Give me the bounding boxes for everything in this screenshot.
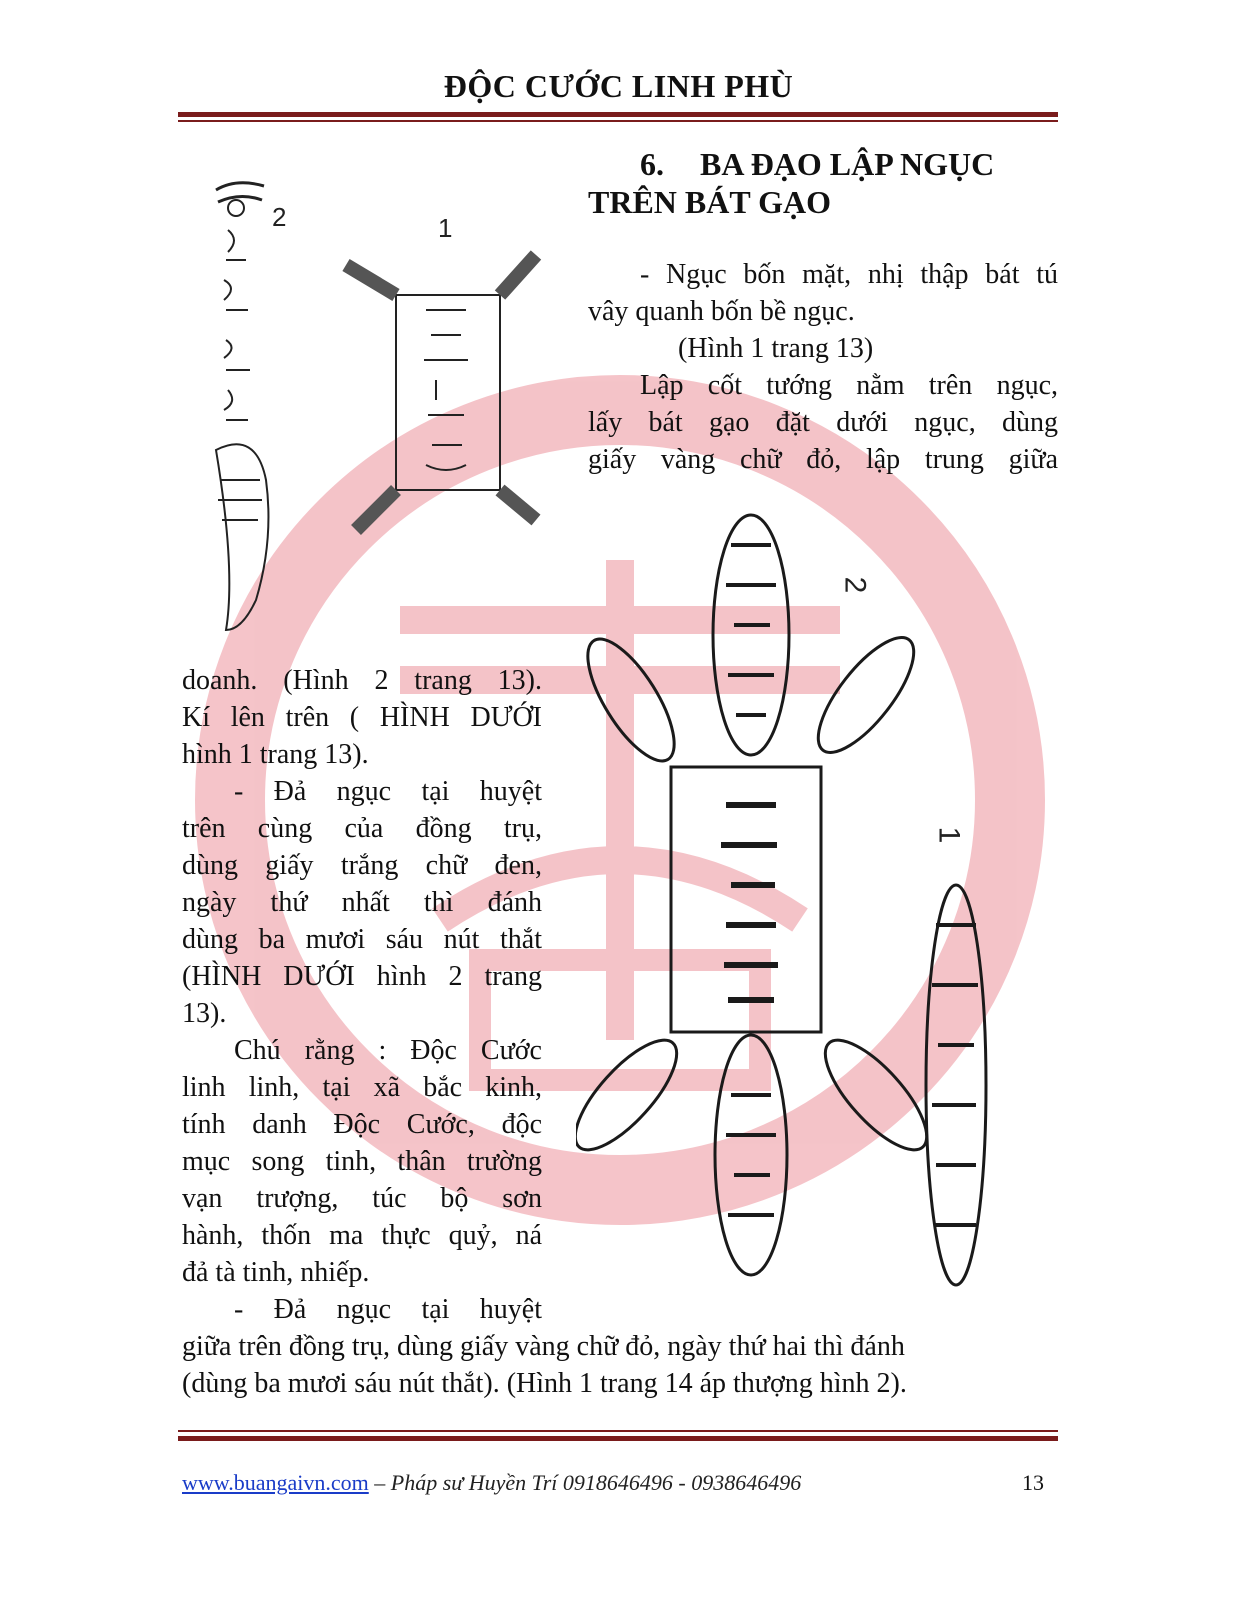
document-header-title: ĐỘC CƯỚC LINH PHÙ bbox=[443, 68, 794, 104]
footer-divider-thin bbox=[178, 1430, 1058, 1432]
header-divider-thin bbox=[178, 120, 1058, 122]
body-left-column: doanh. (Hình 2 trang 13). Kí lên trên ( HÌNH DƯỚI hình 1 trang 13). - Đả ngục tại huyệt trên cùng của đồng trụ, dùng giấy trắng chữ đen, ngày thứ nhất thì đánh dùng ba mươi sáu nút thắt (HÌNH DƯỚI hình 2 trang 13). Chú rằng : Độc Cước linh linh, tại xã bắc kinh, tính danh Độc Cước, độc mục song tinh, thân trường vạn trượng, túc bộ sơn hành, thốn ma thực quỷ, ná đả tà tinh, nhiếp. - Đả ngục tại huyệt bbox=[182, 665, 542, 1325]
figure-label-2-large: 2 bbox=[838, 576, 872, 594]
section-title-line2: TRÊN BÁT GẠO bbox=[588, 184, 832, 220]
header-divider bbox=[178, 112, 1058, 117]
footer-contact: – Pháp sư Huyền Trí 0918646496 - 0938646496 bbox=[374, 1470, 802, 1495]
figure-label-1-large: 1 bbox=[932, 826, 966, 844]
section-heading bbox=[588, 145, 1058, 221]
talisman-figure-small bbox=[196, 160, 556, 660]
intro-paragraph: - Ngục bốn mặt, nhị thập bát tú vây quanh bốn bề ngục. (Hình 1 trang 13) Lập cốt tướng nằm trên ngục, lấy bát gạo đặt dưới ngục, dùng giấy vàng chữ đỏ, lập trung giữa bbox=[588, 259, 1058, 475]
footer bbox=[182, 1470, 1058, 1496]
body-closing: giữa trên đồng trụ, dùng giấy vàng chữ đỏ, ngày thứ hai thì đánh (dùng ba mươi sáu nút thắt). (Hình 1 trang 14 áp thượng hình 2). bbox=[182, 1331, 907, 1399]
section-number: 6. bbox=[640, 146, 664, 182]
figure-label-1-small: 1 bbox=[438, 213, 453, 243]
talisman-figure-large bbox=[576, 505, 1016, 1295]
footer-website-link[interactable]: www.buangaivn.com bbox=[182, 1470, 369, 1495]
page-number: 13 bbox=[1022, 1470, 1044, 1495]
figure-label-2-small: 2 bbox=[272, 202, 287, 232]
section-title-line1: BA ĐẠO LẬP NGỤC bbox=[700, 146, 995, 182]
footer-divider bbox=[178, 1436, 1058, 1441]
